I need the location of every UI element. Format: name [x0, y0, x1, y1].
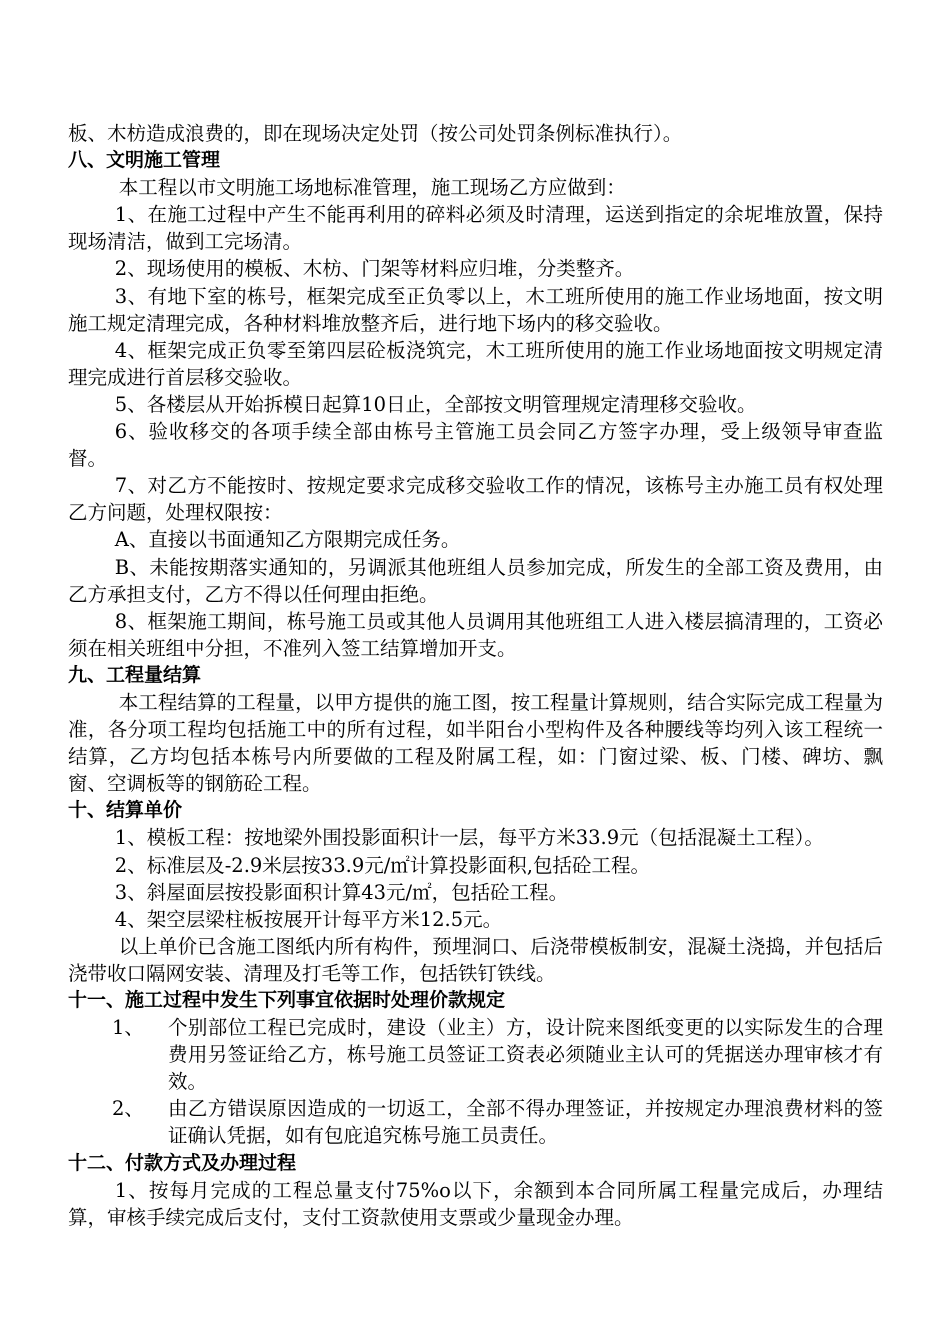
section-heading-9: 九、工程量结算	[68, 663, 202, 686]
paragraph-8-6: 6、验收移交的各项手续全部由栋号主管施工员会同乙方签字办理，受上级领导审查监督。	[68, 420, 883, 471]
paragraph-10-2: 2、标准层及-2.9米层按33.9元/㎡计算投影面积,包括砼工程。	[114, 853, 650, 877]
paragraph-8-8: 8、框架施工期间，栋号施工员或其他人员调用其他班组工人进入楼层搞清理的，工资必须在相关班组中分担，不准列入签工结算增加开支。	[68, 609, 883, 660]
list-item-text: 由乙方错误原因造成的一切返工，全部不得办理签证，并按规定办理浪费材料的签证确认凭据，如有包庇追究栋号施工员责任。	[168, 1097, 883, 1148]
paragraph-8-B: B、未能按期落实通知的，另调派其他班组人员参加完成，所发生的全部工资及费用，由乙方承担支付，乙方不得以任何理由拒绝。	[68, 555, 883, 606]
paragraph-10-4: 4、架空层梁柱板按展开计每平方米12.5元。	[114, 907, 503, 931]
list-item-text: 个别部位工程已完成时，建设（业主）方，设计院来图纸变更的以实际发生的合理费用另签证给乙方，栋号施工员签证工资表必须随业主认可的凭据送办理审核才有效。	[168, 1016, 883, 1094]
list-item-11-2	[68, 1095, 883, 1149]
paragraph-10-3: 3、斜屋面层按投影面积计算43元/㎡，包括砼工程。	[114, 880, 569, 904]
section-heading-8: 八、文明施工管理	[68, 149, 221, 172]
paragraph-8-1: 1、在施工过程中产生不能再利用的碎料必须及时清理，运送到指定的余坭堆放置，保持现场清洁，做到工完场清。	[68, 203, 883, 254]
list-item-11-1	[68, 1014, 883, 1095]
paragraph-12-1: 1、按每月完成的工程总量支付75%o以下，余额到本合同所属工程量完成后，办理结算，审核手续完成后支付，支付工资款使用支票或少量现金办理。	[68, 1178, 883, 1229]
list-item-number: 1、	[112, 1016, 144, 1040]
paragraph-8-3: 3、有地下室的栋号，框架完成至正负零以上，木工班所使用的施工作业场地面，按文明施工规定清理完成，各种材料堆放整齐后，进行地下场内的移交验收。	[68, 284, 883, 335]
paragraph-8-7: 7、对乙方不能按时、按规定要求完成移交验收工作的情况，该栋号主办施工员有权处理乙方问题，处理权限按：	[68, 474, 883, 525]
paragraph-10-1: 1、模板工程：按地梁外围投影面积计一层，每平方米33.9元（包括混凝土工程）。	[114, 826, 824, 850]
paragraph-continuation: 板、木枋造成浪费的，即在现场决定处罚（按公司处罚条例标准执行）。	[68, 122, 683, 145]
paragraph-8-2: 2、现场使用的模板、木枋、门架等材料应归堆，分类整齐。	[114, 257, 635, 281]
list-item-number: 2、	[112, 1097, 144, 1121]
paragraph-9: 本工程结算的工程量，以甲方提供的施工图，按工程量计算规则，结合实际完成工程量为准，各分项工程均包括施工中的所有过程，如半阳台小型构件及各种腰线等均列入该工程统一结算，乙方均包括本栋号内所要做的工程及附属工程，如：门窗过梁、板、门楼、碑坊、飘窗、空调板等的钢筋砼工程。	[68, 690, 883, 796]
paragraph-8-intro: 本工程以市文明施工场地标准管理，施工现场乙方应做到：	[118, 176, 626, 200]
document-page	[68, 120, 883, 1231]
paragraph-10-5: 以上单价已含施工图纸内所有构件，预埋洞口、后浇带模板制安，混凝土浇捣，并包括后浇带收口隔网安装、清理及打毛等工作，包括铁钉铁线。	[68, 934, 883, 985]
section-heading-10: 十、结算单价	[68, 799, 183, 822]
section-heading-12: 十二、付款方式及办理过程	[68, 1151, 297, 1174]
paragraph-8-A: A、直接以书面通知乙方限期完成任务。	[114, 528, 461, 552]
paragraph-8-4: 4、框架完成正负零至第四层砼板浇筑完，木工班所使用的施工作业场地面按文明规定清理完成进行首层移交验收。	[68, 338, 883, 389]
section-heading-11: 十一、施工过程中发生下列事宜依据时处理价款规定	[68, 989, 506, 1011]
paragraph-8-5: 5、各楼层从开始拆模日起算10日止，全部按文明管理规定清理移交验收。	[114, 392, 757, 416]
